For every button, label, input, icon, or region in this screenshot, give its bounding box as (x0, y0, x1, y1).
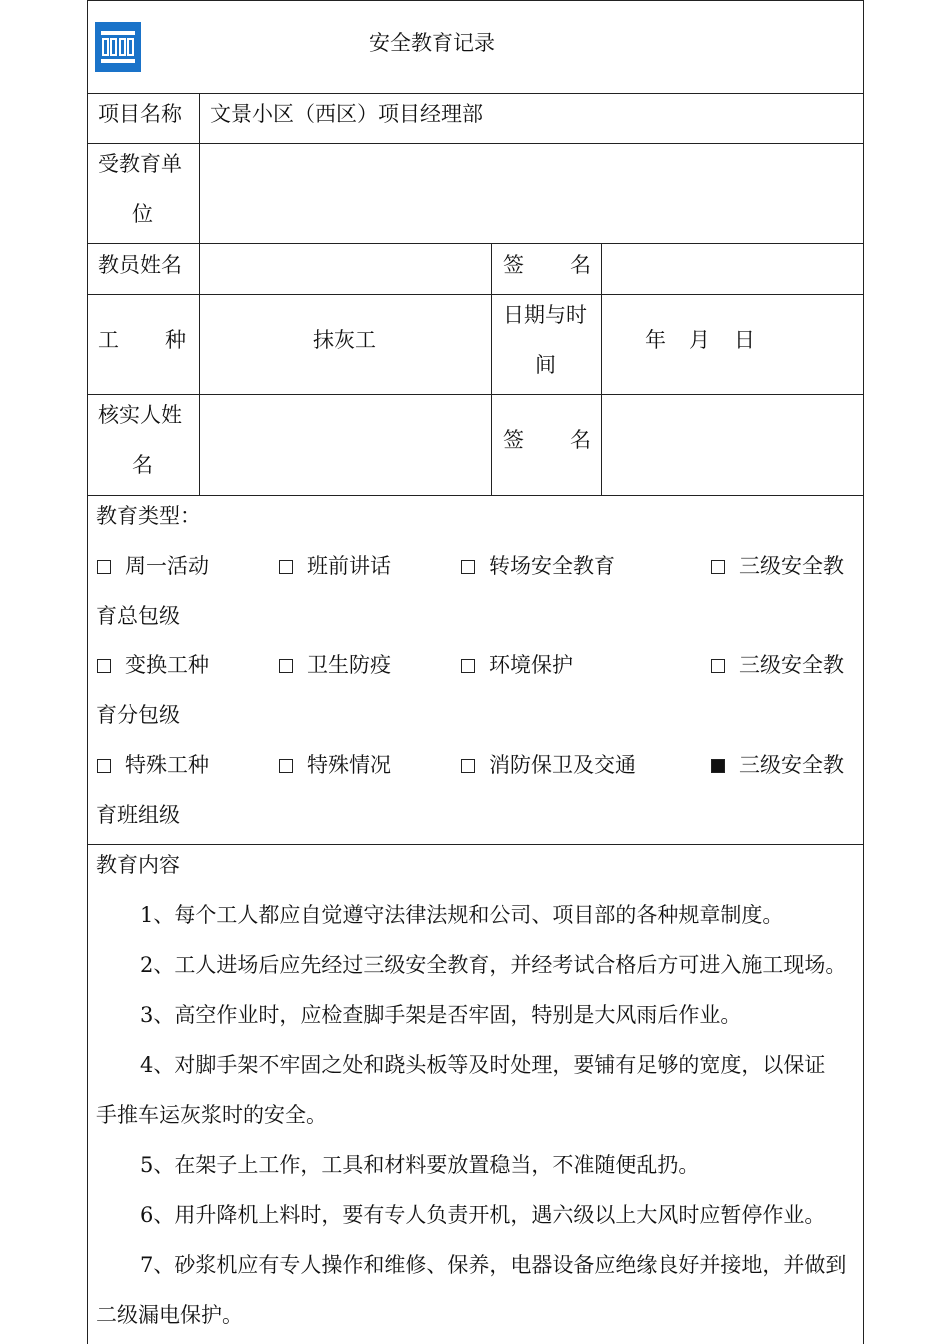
verifier-label-line1: 核实人姓 (98, 403, 182, 427)
row-divider (87, 844, 864, 845)
checkbox-icon (461, 759, 475, 773)
sign-label-b: 名 (570, 428, 591, 452)
column-divider (491, 243, 492, 495)
education-type-label: 教育类型： (96, 504, 201, 528)
row-divider (87, 243, 864, 244)
unit-label-line1: 受教育单 (98, 152, 182, 176)
option-label-wrap: 育总包级 (96, 604, 180, 628)
datetime-label-line2: 间 (535, 353, 556, 377)
checkbox-icon (279, 560, 293, 574)
checkbox-icon (279, 659, 293, 673)
content-item-wrap: 手推车运灰浆时的安全。 (96, 1103, 327, 1127)
option-label-wrap: 育分包级 (96, 703, 180, 727)
content-label: 教育内容 (96, 853, 180, 877)
checkbox-icon (97, 759, 111, 773)
option-label: 环境保护 (489, 653, 573, 677)
option-label-wrap: 育班组级 (96, 803, 180, 827)
option-label: 变换工种 (125, 653, 209, 677)
sign-label-a: 签 (503, 428, 524, 452)
checkbox-icon (461, 560, 475, 574)
column-divider (199, 93, 200, 495)
content-item-wrap: 二级漏电保护。 (96, 1303, 243, 1327)
project-value: 文景小区（西区）项目经理部 (210, 102, 483, 126)
option-checkbox[interactable] (97, 740, 209, 790)
option-label: 特殊情况 (307, 753, 391, 777)
content-item: 3、高空作业时，应检查脚手架是否牢固，特别是大风雨后作业。 (140, 1003, 742, 1027)
option-label: 班前讲话 (307, 554, 391, 578)
option-label: 转场安全教育 (489, 554, 615, 578)
content-item: 4、对脚手架不牢固之处和跷头板等及时处理，要铺有足够的宽度，以保证 (140, 1053, 826, 1077)
option-label: 周一活动 (125, 554, 209, 578)
checkbox-icon (97, 560, 111, 574)
option-checkbox[interactable] (97, 640, 209, 690)
row-divider (87, 294, 864, 295)
option-checkbox[interactable] (279, 541, 391, 591)
checkbox-icon (461, 659, 475, 673)
column-divider (601, 243, 602, 495)
option-checkbox[interactable] (711, 640, 844, 690)
datetime-label-line1: 日期与时 (503, 303, 587, 327)
option-checkbox-checked[interactable] (711, 740, 844, 790)
row-divider (87, 143, 864, 144)
row-divider (87, 495, 864, 496)
trade-value: 抹灰工 (313, 328, 376, 352)
option-label: 消防保卫及交通 (489, 753, 636, 777)
trade-label-b: 种 (165, 328, 186, 352)
unit-label-line2: 位 (132, 202, 153, 226)
option-checkbox[interactable] (279, 740, 391, 790)
date-month: 月 (689, 328, 710, 352)
option-checkbox[interactable] (461, 640, 573, 690)
option-checkbox[interactable] (461, 740, 636, 790)
option-label: 卫生防疫 (307, 653, 391, 677)
project-label: 项目名称 (98, 102, 182, 126)
content-item: 2、工人进场后应先经过三级安全教育，并经考试合格后方可进入施工现场。 (140, 953, 847, 977)
date-day: 日 (734, 328, 755, 352)
checkbox-icon (279, 759, 293, 773)
sign-label-a: 签 (503, 253, 524, 277)
page-title: 安全教育记录 (369, 31, 495, 55)
content-item: 1、每个工人都应自觉遵守法律法规和公司、项目部的各种规章制度。 (140, 903, 784, 927)
option-checkbox[interactable] (461, 541, 615, 591)
content-item: 5、在架子上工作，工具和材料要放置稳当，不准随便乱扔。 (140, 1153, 700, 1177)
option-label: 特殊工种 (125, 753, 209, 777)
option-checkbox[interactable] (711, 541, 844, 591)
row-divider (87, 394, 864, 395)
option-checkbox[interactable] (279, 640, 391, 690)
verifier-label-line2: 名 (132, 453, 153, 477)
content-item: 7、砂浆机应有专人操作和维修、保养，电器设备应绝缘良好并接地，并做到 (140, 1253, 847, 1277)
trade-label-a: 工 (98, 328, 119, 352)
date-year: 年 (645, 328, 666, 352)
option-label: 三级安全教 (739, 653, 844, 677)
checkbox-icon (711, 659, 725, 673)
checkbox-icon (97, 659, 111, 673)
content-item: 6、用升降机上料时，要有专人负责开机，遇六级以上大风时应暂停作业。 (140, 1203, 826, 1227)
checkbox-icon (711, 560, 725, 574)
option-label: 三级安全教 (739, 554, 844, 578)
teacher-label: 教员姓名 (98, 253, 182, 277)
option-checkbox[interactable] (97, 541, 209, 591)
option-label: 三级安全教 (739, 753, 844, 777)
sign-label-b: 名 (570, 253, 591, 277)
checked-box-icon (711, 759, 725, 773)
